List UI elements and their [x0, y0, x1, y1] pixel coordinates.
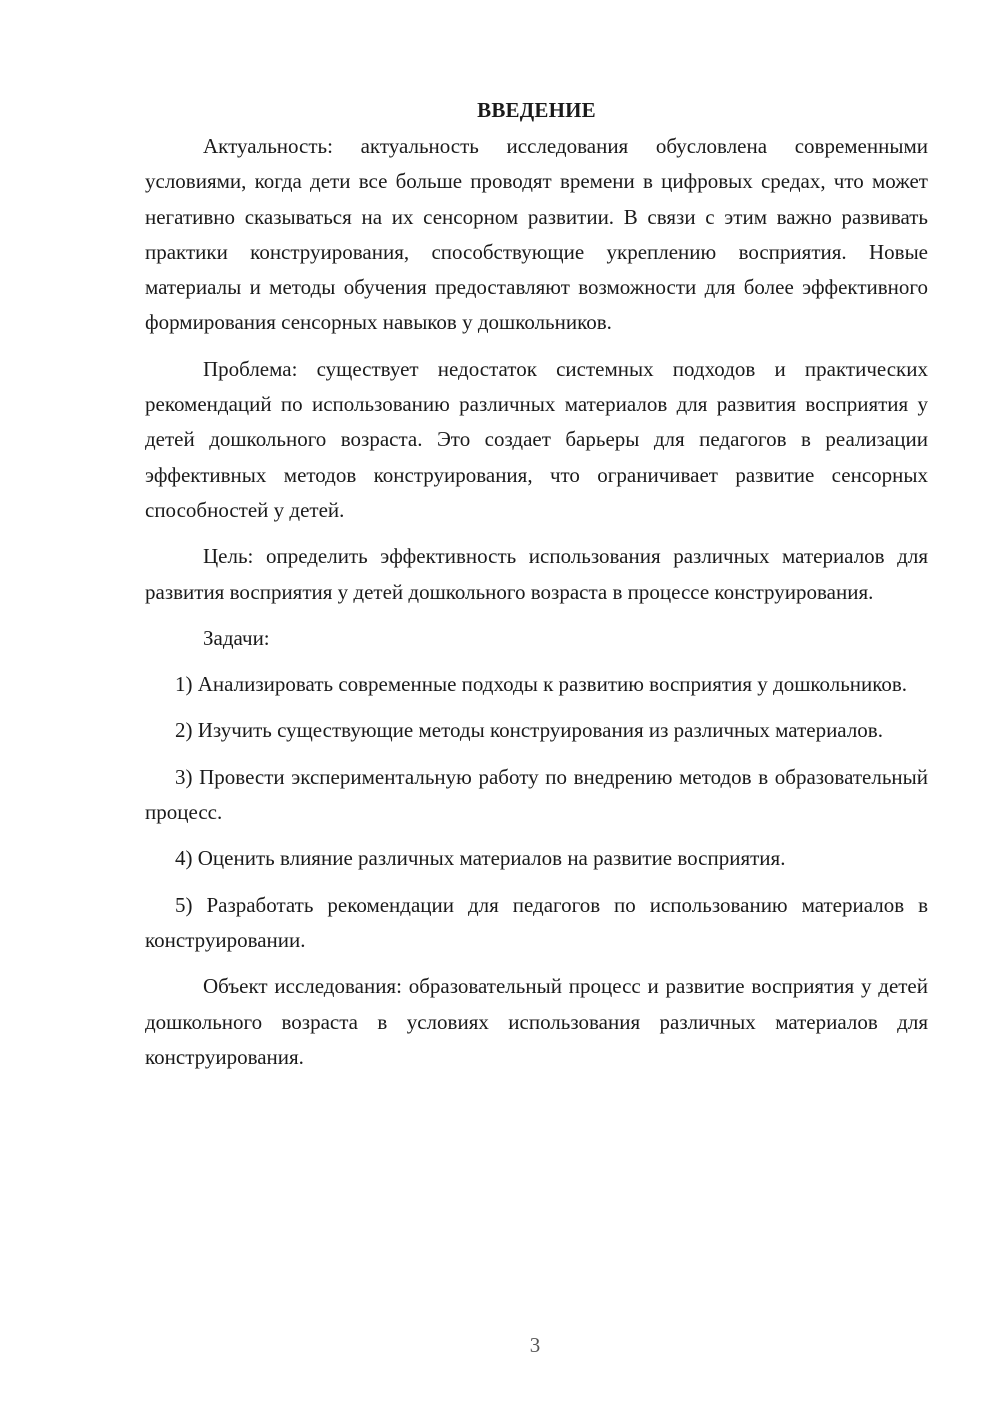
paragraph-object: Объект исследования: образовательный процесс и развитие восприятия у детей дошкольного возраста в условиях использования различных материалов для конструирования. [145, 974, 928, 1069]
task-item-3: 3) Провести экспериментальную работу по внедрению методов в образовательный процесс. [145, 764, 928, 825]
task-item-4: 4) Оценить влияние различных материалов на развитие восприятия. [175, 846, 786, 871]
task-item-5: 5) Разработать рекомендации для педагогов по использованию материалов в конструировании. [145, 892, 928, 952]
paragraph-problem: Проблема: существует недостаток системных подходов и практических рекомендаций по использованию различных материалов для развития восприятия у детей дошкольного возраста. Это создает барьеры для педагогов в реализации эффективных методов конструирования, что ограничивает развитие сенсорных способностей у детей. [145, 356, 928, 522]
paragraph-relevance: Актуальность: актуальность исследования обусловлена современными условиями, когда дети все больше проводят времени в цифровых средах, что может негативно сказываться на их сенсорном развитии. В связи с этим важно развивать практики конструирования, способствующие укреплению восприятия. Новые материалы и методы обучения предоставляют возможности для более эффективного формирования сенсорных навыков у дошкольников. [145, 134, 928, 335]
document-page [145, 92, 928, 1086]
page-number: 3 [529, 1333, 541, 1357]
task-item-1: 1) Анализировать современные подходы к развитию восприятия у дошкольников. [175, 672, 908, 697]
task-item-2: 2) Изучить существующие методы конструирования из различных материалов. [175, 718, 883, 743]
section-heading: ВВЕДЕНИЕ [477, 98, 596, 122]
paragraph-goal: Цель: определить эффективность использования различных материалов для развития восприятия у детей дошкольного возраста в процессе конструирования. [145, 544, 928, 604]
tasks-label: Задачи: [203, 625, 270, 650]
